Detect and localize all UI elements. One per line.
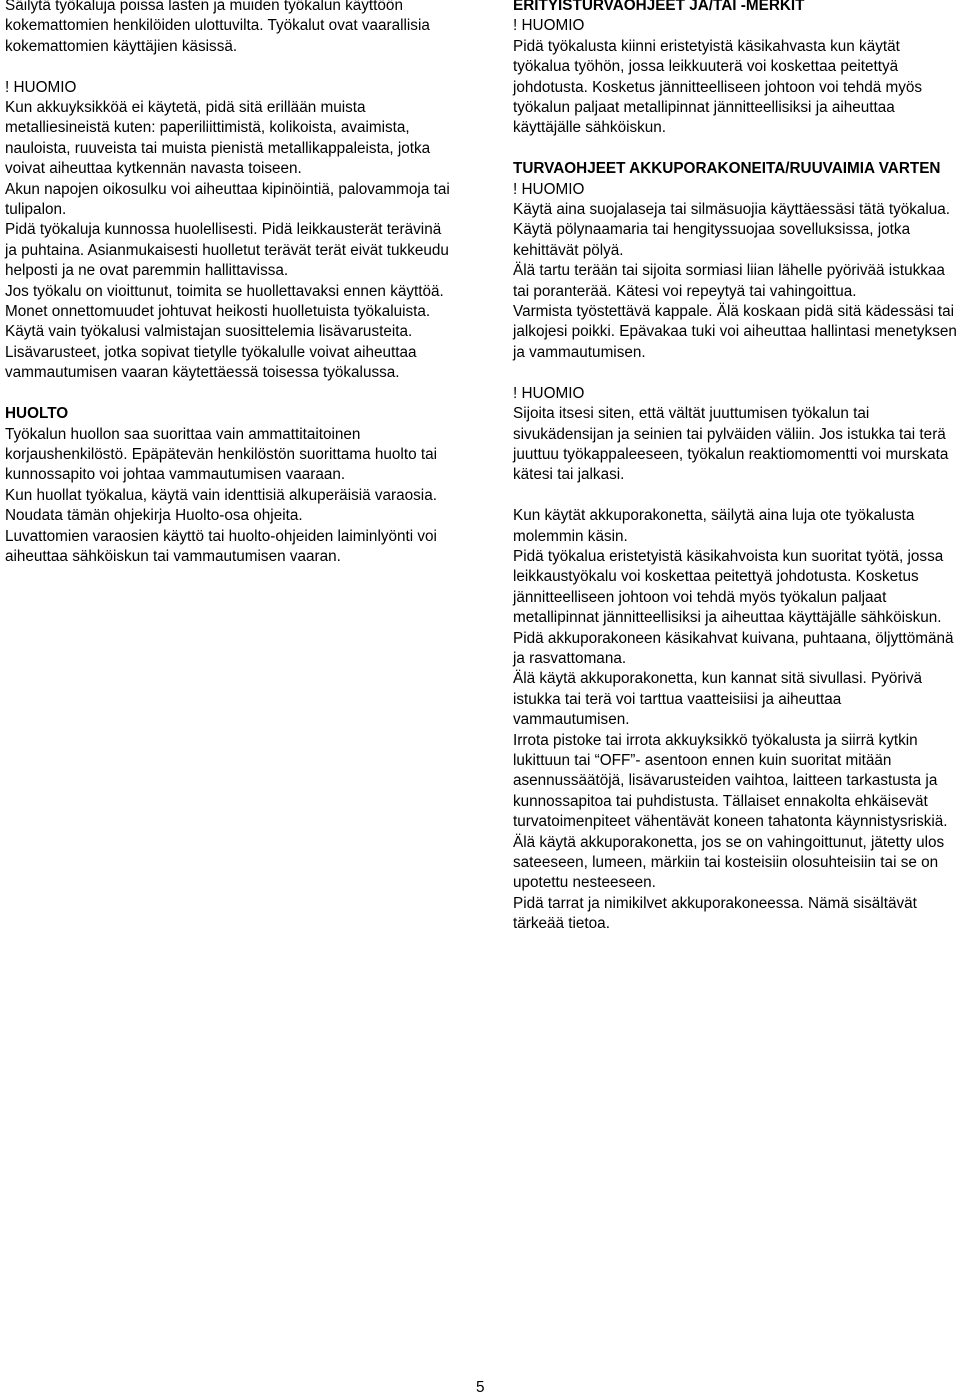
- paragraph-keep-tools-away: Säilytä työkaluja poissa lasten ja muiden työkalun käyttöön kokemattomien henkilöiden ulottuvilta. Työkalut ovat vaarallisia kokemattomien käyttäjien käsissä.: [5, 0, 430, 55]
- special-safety-heading: ERITYISTURVAOHJEET JA/TAI -MERKIT: [513, 0, 805, 14]
- notice-label: ! HUOMIO: [5, 78, 77, 96]
- paragraph-disconnect: Irrota pistoke tai irrota akkuyksikkö työkalusta ja siirrä kytkin lukittuun tai “OFF”- asentoon ennen kuin suoritat mitään asennussäätöjä, lisävarusteiden vaihtoa, laitteen tarkastusta ja kunnossapitoa tai puhdistusta. Tällaiset ennakolta ehkäisevät turvatoimenpiteet vähentävät koneen tahatonta käynnistysriskiä.: [513, 731, 948, 831]
- paragraph-grip: Kun käytät akkuporakonetta, säilytä aina luja ote työkalusta molemmin käsin.: [513, 507, 915, 545]
- service-heading: HUOLTO: [5, 405, 69, 423]
- notice-label: ! HUOMIO: [513, 384, 585, 402]
- page-number: 5: [476, 1379, 485, 1396]
- notice-label: ! HUOMIO: [513, 180, 585, 198]
- paragraph-maintain-tools: Pidä työkaluja kunnossa huolellisesti. Pidä leikkausterät terävinä ja puhtaina. Asianmukaisesti huolletut terävät terät eivät tukkeudu helposti ja ne ovat paremmin hallittavissa.: [5, 221, 449, 280]
- notice-position-text: Sijoita itsesi siten, että vältät juuttumisen työkalun tai sivukädensijan ja seinien tai pylväiden väliin. Jos istukka tai terä juuttuu työkappaleeseen, työkalun reaktiomomentti voi murskata kätesi tai jalkasi.: [513, 405, 949, 484]
- paragraph-short-circuit: Akun napojen oikosulku voi aiheuttaa kipinöintiä, palovammoja tai tulipalon.: [5, 180, 450, 219]
- paragraph-clean-handles: Pidä akkuporakoneen käsikahvat kuivana, puhtaana, öljyttömänä ja rasvattomana.: [513, 629, 954, 667]
- paragraph-damaged-tool: Jos työkalu on vioittunut, toimita se huollettavaksi ennen käyttöä. Monet onnettomuudet johtuvat heikosti huolletuista työkaluista.: [5, 282, 444, 321]
- paragraph-damaged-drill: Älä käytä akkuporakonetta, jos se on vahingoittunut, jätetty ulos sateeseen, lumeen, märkiin tai kosteisiin olosuhteisiin tai se on upotettu nesteeseen.: [513, 833, 945, 892]
- notice-label: ! HUOMIO: [513, 17, 585, 35]
- paragraph-workpiece: Varmista työstettävä kappale. Älä koskaan pidä sitä kädessäsi tai jalkojesi poikki. Epävakaa tuki voi aiheuttaa hallintasi menetyksen ja vammautumisen.: [513, 303, 957, 361]
- service-paragraph-1: Työkalun huollon saa suorittaa vain ammattitaitoinen korjaushenkilöstö. Epäpätevän henkilöstön suorittama huolto tai kunnossapito voi johtaa vammautumisen vaaraan.: [5, 425, 437, 484]
- notice-insulated-grip-text: Pidä työkalusta kiinni eristetyistä käsikahvasta kun käytät työkalua työhön, jossa leikkuuterä voi koskettaa peitettyä johdotusta. Kosketus jännitteelliseen johtoon voi tehdä myös työkalun paljaat metallipinnat jännitteellisiksi ja aiheuttaa käyttäjälle sähköiskun.: [513, 37, 923, 137]
- paragraph-accessories: Käytä vain työkalusi valmistajan suosittelemia lisävarusteita. Lisävarusteet, jotka sopivat tietylle työkalulle voivat aiheuttaa vammautumisen vaaran käytettäessä toisessa työkalussa.: [5, 323, 417, 382]
- drill-safety-heading: TURVAOHJEET AKKUPORAKONEITA/RUUVAIMIA VARTEN: [513, 160, 941, 178]
- paragraph-blade: Älä tartu terään tai sijoita sormiasi liian lähelle pyörivää istukkaa tai poranterää. Kätesi voi repeytyä tai vahingoittua.: [513, 262, 945, 300]
- service-paragraph-2: Kun huollat työkalua, käytä vain identtisiä alkuperäisiä varaosia. Noudata tämän ohjekirja Huolto-osa ohjeita.: [5, 486, 437, 525]
- notice-eye-protection-text: Käytä aina suojalaseja tai silmäsuojia käyttäessäsi tätä työkalua. Käytä pölynaamaria tai hengityssuojaa sovelluksissa, jotka kehittävät pölyä.: [513, 201, 951, 259]
- service-paragraph-3: Luvattomien varaosien käyttö tai huolto-ohjeiden laiminlyönti voi aiheuttaa sähköiskun tai vammautumisen vaaran.: [5, 527, 437, 565]
- paragraph-labels: Pidä tarrat ja nimikilvet akkuporakoneessa. Nämä sisältävät tärkeää tietoa.: [513, 894, 917, 933]
- paragraph-carry: Älä käytä akkuporakonetta, kun kannat sitä sivullasi. Pyörivä istukka tai terä voi tarttua vaatteisiisi ja aiheuttaa vammautumisen.: [513, 670, 922, 729]
- right-column: [513, 0, 960, 935]
- paragraph-insulated-handles: Pidä työkalua eristetyistä käsikahvoista kun suoritat työtä, jossa leikkaustyökalu voi koskettaa peitettyä johdotusta. Kosketus jännitteelliseen johtoon voi tehdä myös työkalun paljaat metallipinnat jännitteellisiksi ja aiheuttaa käyttäjälle sähköiskun.: [513, 547, 944, 627]
- left-column: [5, 0, 455, 567]
- notice-battery-text: Kun akkuyksikköä ei käytetä, pidä sitä erillään muista metalliesineistä kuten: paperiliittimistä, kolikoista, avaimista, nauloista, ruuveista tai muista pienistä metallikappaleista, jotka voivat aiheuttaa kytkennän navasta toiseen.: [5, 99, 431, 178]
